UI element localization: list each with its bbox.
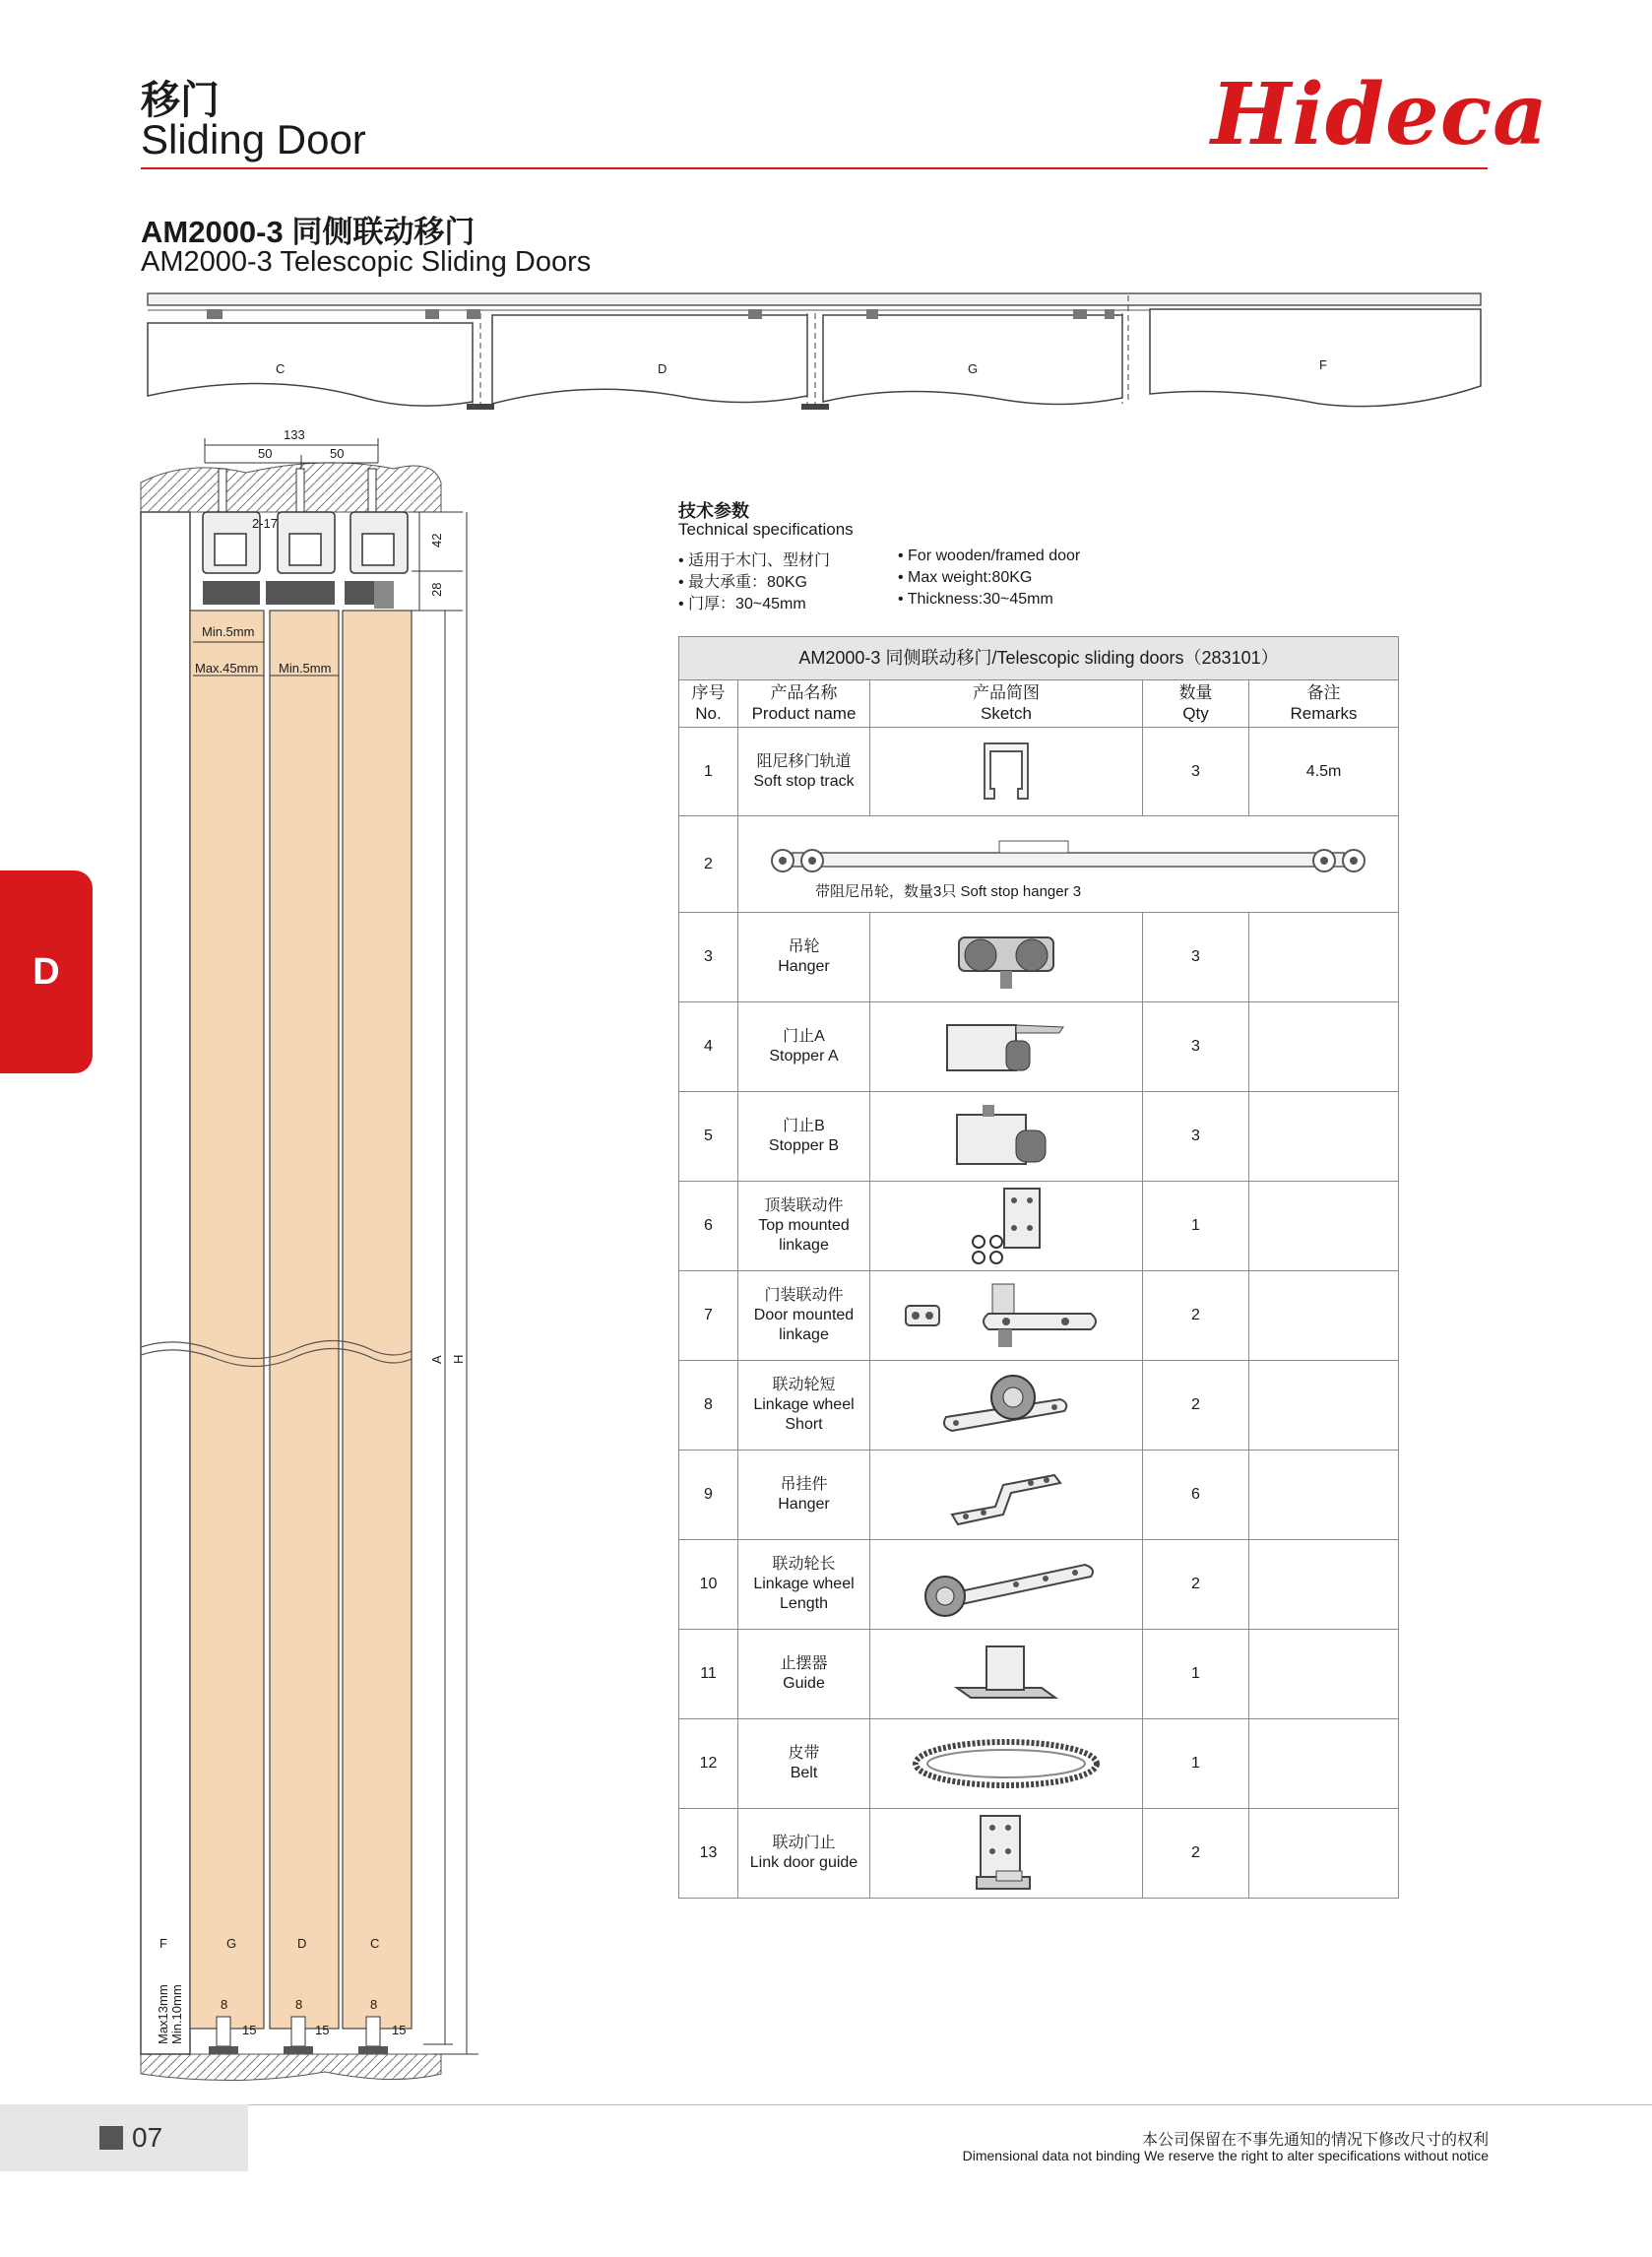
table-row bbox=[679, 1451, 1399, 1540]
hanger-bracket-icon bbox=[870, 1451, 1143, 1540]
hanger-wheel-icon bbox=[870, 913, 1143, 1002]
dim-42: 42 bbox=[429, 533, 444, 548]
row-no: 4 bbox=[679, 1002, 738, 1092]
row-name: 止摆器 Guide bbox=[738, 1630, 870, 1719]
dim-15-a: 15 bbox=[242, 2023, 257, 2037]
track-profile-icon bbox=[870, 728, 1143, 816]
door-linkage-icon bbox=[870, 1271, 1143, 1361]
table-row bbox=[679, 1719, 1399, 1809]
row-remarks bbox=[1249, 1630, 1399, 1719]
specs-heading-en: Technical specifications bbox=[678, 520, 854, 539]
row-qty: 1 bbox=[1143, 1182, 1249, 1271]
row-qty: 3 bbox=[1143, 913, 1249, 1002]
parts-table bbox=[678, 636, 1399, 1899]
plan-label-f: F bbox=[1319, 357, 1327, 372]
top-plan-view bbox=[148, 293, 1481, 410]
row-no: 12 bbox=[679, 1719, 738, 1809]
row-qty: 2 bbox=[1143, 1361, 1249, 1451]
row-name: 联动门止 Link door guide bbox=[738, 1809, 870, 1899]
dim-50-b: 50 bbox=[330, 446, 345, 461]
row-remarks bbox=[1249, 1271, 1399, 1361]
col-no: 序号 No. bbox=[679, 680, 738, 728]
dim-8-c: 8 bbox=[370, 1997, 378, 2012]
row-name: 门装联动件 Door mounted linkage bbox=[738, 1271, 870, 1361]
linkage-wheel-long-icon bbox=[870, 1540, 1143, 1630]
row-name: 门止A Stopper A bbox=[738, 1002, 870, 1092]
row-no: 5 bbox=[679, 1092, 738, 1182]
row-caption: 带阻尼吊轮，数量3只 Soft stop hanger 3 bbox=[815, 883, 1082, 901]
row-no: 11 bbox=[679, 1630, 738, 1719]
table-row bbox=[679, 1809, 1399, 1899]
spec-cn-3: • 门厚：30~45mm bbox=[678, 596, 806, 613]
linkage-wheel-short-icon bbox=[870, 1361, 1143, 1451]
header-title-en: Sliding Door bbox=[141, 116, 366, 162]
table-row bbox=[679, 1361, 1399, 1451]
row-no: 6 bbox=[679, 1182, 738, 1271]
row-remarks bbox=[1249, 1719, 1399, 1809]
row-remarks bbox=[1249, 1092, 1399, 1182]
row-remarks bbox=[1249, 913, 1399, 1002]
plan-label-g: G bbox=[968, 361, 979, 376]
row-remarks bbox=[1249, 1540, 1399, 1630]
stopper-a-icon bbox=[870, 1002, 1143, 1092]
panel-c bbox=[343, 611, 412, 2029]
row-remarks bbox=[1249, 1002, 1399, 1092]
panel-d bbox=[270, 611, 339, 2029]
page-number-box bbox=[0, 2104, 248, 2171]
row-name: 联动轮短 Linkage wheel Short bbox=[738, 1361, 870, 1451]
table-row bbox=[679, 913, 1399, 1002]
row-remarks bbox=[1249, 1182, 1399, 1271]
dim-50-a: 50 bbox=[258, 446, 273, 461]
product-title-en: AM2000-3 Telescopic Sliding Doors bbox=[141, 246, 592, 278]
row-remarks bbox=[1249, 1451, 1399, 1540]
row-no: 1 bbox=[679, 728, 738, 816]
row-qty: 2 bbox=[1143, 1809, 1249, 1899]
dim-min5-b: Min.5mm bbox=[279, 661, 332, 676]
row-name: 吊挂件 Hanger bbox=[738, 1451, 870, 1540]
table-row bbox=[679, 1182, 1399, 1271]
plan-label-d: D bbox=[658, 361, 667, 376]
brand-logo: Hideca bbox=[1211, 65, 1549, 164]
bottom-label-g: G bbox=[226, 1936, 237, 1951]
footer-note-cn: 本公司保留在不事先通知的情况下修改尺寸的权利 bbox=[1141, 2132, 1489, 2149]
row-qty: 3 bbox=[1143, 1092, 1249, 1182]
col-sketch: 产品简图 Sketch bbox=[870, 680, 1143, 728]
specs-heading-cn: 技术参数 bbox=[678, 501, 749, 521]
panel-g bbox=[190, 611, 264, 2029]
row-name: 门止B Stopper B bbox=[738, 1092, 870, 1182]
row-name: 顶装联动件 Top mounted linkage bbox=[738, 1182, 870, 1271]
row-qty: 6 bbox=[1143, 1451, 1249, 1540]
row-qty: 2 bbox=[1143, 1271, 1249, 1361]
row-name: 阻尼移门轨道 Soft stop track bbox=[738, 728, 870, 816]
table-row bbox=[679, 816, 1399, 913]
footer-note-en: Dimensional data not binding We reserve the right to alter specifications without notice bbox=[962, 2148, 1489, 2163]
spec-cn-1: • 适用于木门、型材门 bbox=[678, 552, 831, 569]
product-title-cn: AM2000-3 同侧联动移门 bbox=[141, 215, 476, 249]
dim-h: H bbox=[451, 1354, 466, 1364]
soft-stop-hanger-icon bbox=[738, 816, 1399, 913]
link-door-guide-icon bbox=[870, 1809, 1143, 1899]
row-qty: 2 bbox=[1143, 1540, 1249, 1630]
guide-icon bbox=[870, 1630, 1143, 1719]
dim-min10: Min.10mm bbox=[169, 1984, 184, 2044]
spec-cn-2: • 最大承重：80KG bbox=[678, 574, 807, 591]
panel-f bbox=[141, 512, 190, 2054]
plan-door-d bbox=[492, 315, 807, 404]
dim-max45: Max.45mm bbox=[195, 661, 259, 676]
row-name: 皮带 Belt bbox=[738, 1719, 870, 1809]
row-remarks: 4.5m bbox=[1249, 728, 1399, 816]
table-row bbox=[679, 1540, 1399, 1630]
dim-a: A bbox=[429, 1355, 444, 1364]
dim-min5-a: Min.5mm bbox=[202, 624, 255, 639]
table-row bbox=[679, 1630, 1399, 1719]
plan-door-g bbox=[823, 315, 1122, 405]
row-remarks bbox=[1249, 1361, 1399, 1451]
table-title: AM2000-3 同侧联动移门/Telescopic sliding doors（283101） bbox=[679, 637, 1399, 680]
col-qty: 数量 Qty bbox=[1143, 680, 1249, 728]
spec-en-1: • For wooden/framed door bbox=[898, 548, 1081, 564]
page-number: 07 bbox=[132, 2122, 163, 2153]
table-row bbox=[679, 1271, 1399, 1361]
row-no: 9 bbox=[679, 1451, 738, 1540]
belt-icon bbox=[870, 1719, 1143, 1809]
row-no: 10 bbox=[679, 1540, 738, 1630]
table-row bbox=[679, 1002, 1399, 1092]
spec-en-3: • Thickness:30~45mm bbox=[898, 591, 1053, 608]
row-no: 3 bbox=[679, 913, 738, 1002]
row-qty: 3 bbox=[1143, 1002, 1249, 1092]
stopper-b-icon bbox=[870, 1092, 1143, 1182]
bottom-label-d: D bbox=[297, 1936, 307, 1951]
row-qty: 1 bbox=[1143, 1630, 1249, 1719]
dim-max13: Max13mm bbox=[156, 1984, 170, 2044]
spec-en-2: • Max weight:80KG bbox=[898, 569, 1033, 586]
col-remarks: 备注 Remarks bbox=[1249, 680, 1399, 728]
section-view bbox=[141, 427, 478, 2081]
row-no: 8 bbox=[679, 1361, 738, 1451]
plan-label-c: C bbox=[276, 361, 286, 376]
col-name: 产品名称 Product name bbox=[738, 680, 870, 728]
dim-133: 133 bbox=[284, 427, 305, 442]
section-tab-label: D bbox=[32, 950, 60, 993]
row-name: 联动轮长 Linkage wheel Length bbox=[738, 1540, 870, 1630]
dim-8-b: 8 bbox=[295, 1997, 303, 2012]
track-rail bbox=[148, 293, 1481, 305]
bottom-label-f: F bbox=[159, 1936, 167, 1951]
row-no: 13 bbox=[679, 1809, 738, 1899]
plan-door-f bbox=[1150, 309, 1481, 407]
dim-28: 28 bbox=[429, 582, 444, 597]
dim-15-b: 15 bbox=[315, 2023, 330, 2037]
footer-divider bbox=[248, 2104, 1652, 2105]
page-marker-icon bbox=[99, 2126, 123, 2150]
row-no: 7 bbox=[679, 1271, 738, 1361]
row-qty: 3 bbox=[1143, 728, 1249, 816]
row-qty: 1 bbox=[1143, 1719, 1249, 1809]
bottom-label-c: C bbox=[370, 1936, 380, 1951]
dim-2-17: 2-17 bbox=[252, 516, 279, 531]
top-linkage-icon bbox=[870, 1182, 1143, 1271]
header-title-cn: 移门 bbox=[141, 79, 220, 122]
plan-door-c bbox=[148, 323, 473, 406]
dim-15-c: 15 bbox=[392, 2023, 407, 2037]
row-name: 吊轮 Hanger bbox=[738, 913, 870, 1002]
row-remarks bbox=[1249, 1809, 1399, 1899]
row-no: 2 bbox=[679, 816, 738, 913]
table-row bbox=[679, 1092, 1399, 1182]
dim-8-a: 8 bbox=[221, 1997, 228, 2012]
table-row bbox=[679, 728, 1399, 816]
